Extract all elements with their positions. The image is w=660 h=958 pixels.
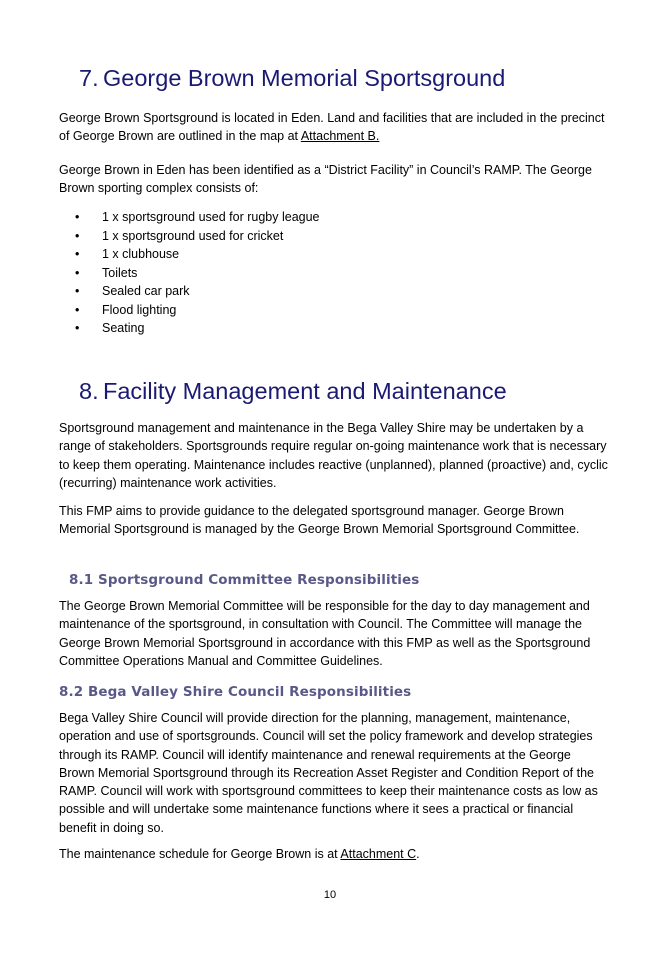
attachment-b-link[interactable]: Attachment B. (300, 129, 380, 144)
list-item: • Toilets (59, 264, 320, 283)
section-7-number: 7. (79, 65, 99, 91)
maintenance-schedule-end: . (416, 847, 420, 861)
attachment-c-link[interactable]: Attachment C (340, 847, 417, 861)
bullet-icon: • (75, 247, 80, 261)
facility-list (59, 208, 320, 338)
section-8-paragraph-2: This FMP aims to provide guidance to the delegated sportsground manager. George Brown Memorial Sportsground is managed by the George Brown Memorial Sportsground Committee. (59, 504, 580, 537)
page-number: 10 (323, 889, 337, 901)
list-item: • 1 x sportsground used for rugby league (59, 208, 320, 227)
bullet-icon: • (75, 284, 80, 298)
subsection-8-2-heading: 8.2 Bega Valley Shire Council Responsibilities (59, 684, 412, 700)
section-8-paragraph-1: Sportsground management and maintenance in the Bega Valley Shire may be undertaken by a range of stakeholders. Sportsgrounds require regular on-going maintenance work that is necessary to keep them operating. Maintenance includes reactive (unplanned), planned (proactive) and, cyclic (recurring) maintenance work activities. (59, 421, 608, 490)
bullet-icon: • (75, 265, 80, 280)
maintenance-schedule-paragraph (59, 845, 609, 863)
list-item: • 1 x clubhouse (59, 245, 320, 264)
list-item: • Seating (59, 319, 320, 338)
section-7-heading (79, 65, 505, 92)
subsection-8-1-paragraph: The George Brown Memorial Committee will be responsible for the day to day management and maintenance of the sportsground, in consultation with Council. The Committee will manage the George Brown Memorial Sportsground in accordance with this FMP as well as the Sportsground Committee Operations Manual and Committee Guidelines. (59, 599, 591, 668)
bullet-icon: • (75, 302, 80, 317)
bullet-icon: • (75, 228, 80, 243)
subsection-8-1-heading: 8.1 Sportsground Committee Responsibilities (69, 572, 420, 588)
bullet-icon: • (75, 321, 80, 335)
list-item: • Sealed car park (59, 282, 320, 301)
section-7-paragraph-2: George Brown in Eden has been identified as a “District Facility” in Council’s RAMP. The George Brown sporting complex consists of: (59, 163, 592, 196)
section-7-title: George Brown Memorial Sportsground (103, 65, 506, 91)
bullet-icon: • (75, 210, 80, 224)
section-8-number: 8. (79, 378, 99, 404)
section-8-heading (79, 378, 507, 405)
subsection-8-2-paragraph: Bega Valley Shire Council will provide direction for the planning, management, maintenance, operation and use of sportsgrounds. Council will set the policy framework and develop strategies through its RAMP. Council will identify maintenance and renewal requirements at the George Brown Memorial Sportsground through its Recreation Asset Register and Condition Report of the RAMP. Council will work with sportsground committees to keep their maintenance costs as low as possible and will undertake some maintenance functions where it sees a practical or financial benefit in doing so. (59, 711, 598, 835)
maintenance-schedule-text: The maintenance schedule for George Brown is at (59, 847, 341, 861)
section-8-title: Facility Management and Maintenance (103, 378, 507, 404)
list-item: • 1 x sportsground used for cricket (59, 227, 320, 246)
section-7-paragraph-1-text: George Brown Sportsground is located in Eden. Land and facilities that are included in the precinct of George Brown are outlined in the map at (59, 111, 605, 144)
list-item: • Flood lighting (59, 301, 320, 320)
section-7-paragraph-1 (59, 109, 609, 146)
